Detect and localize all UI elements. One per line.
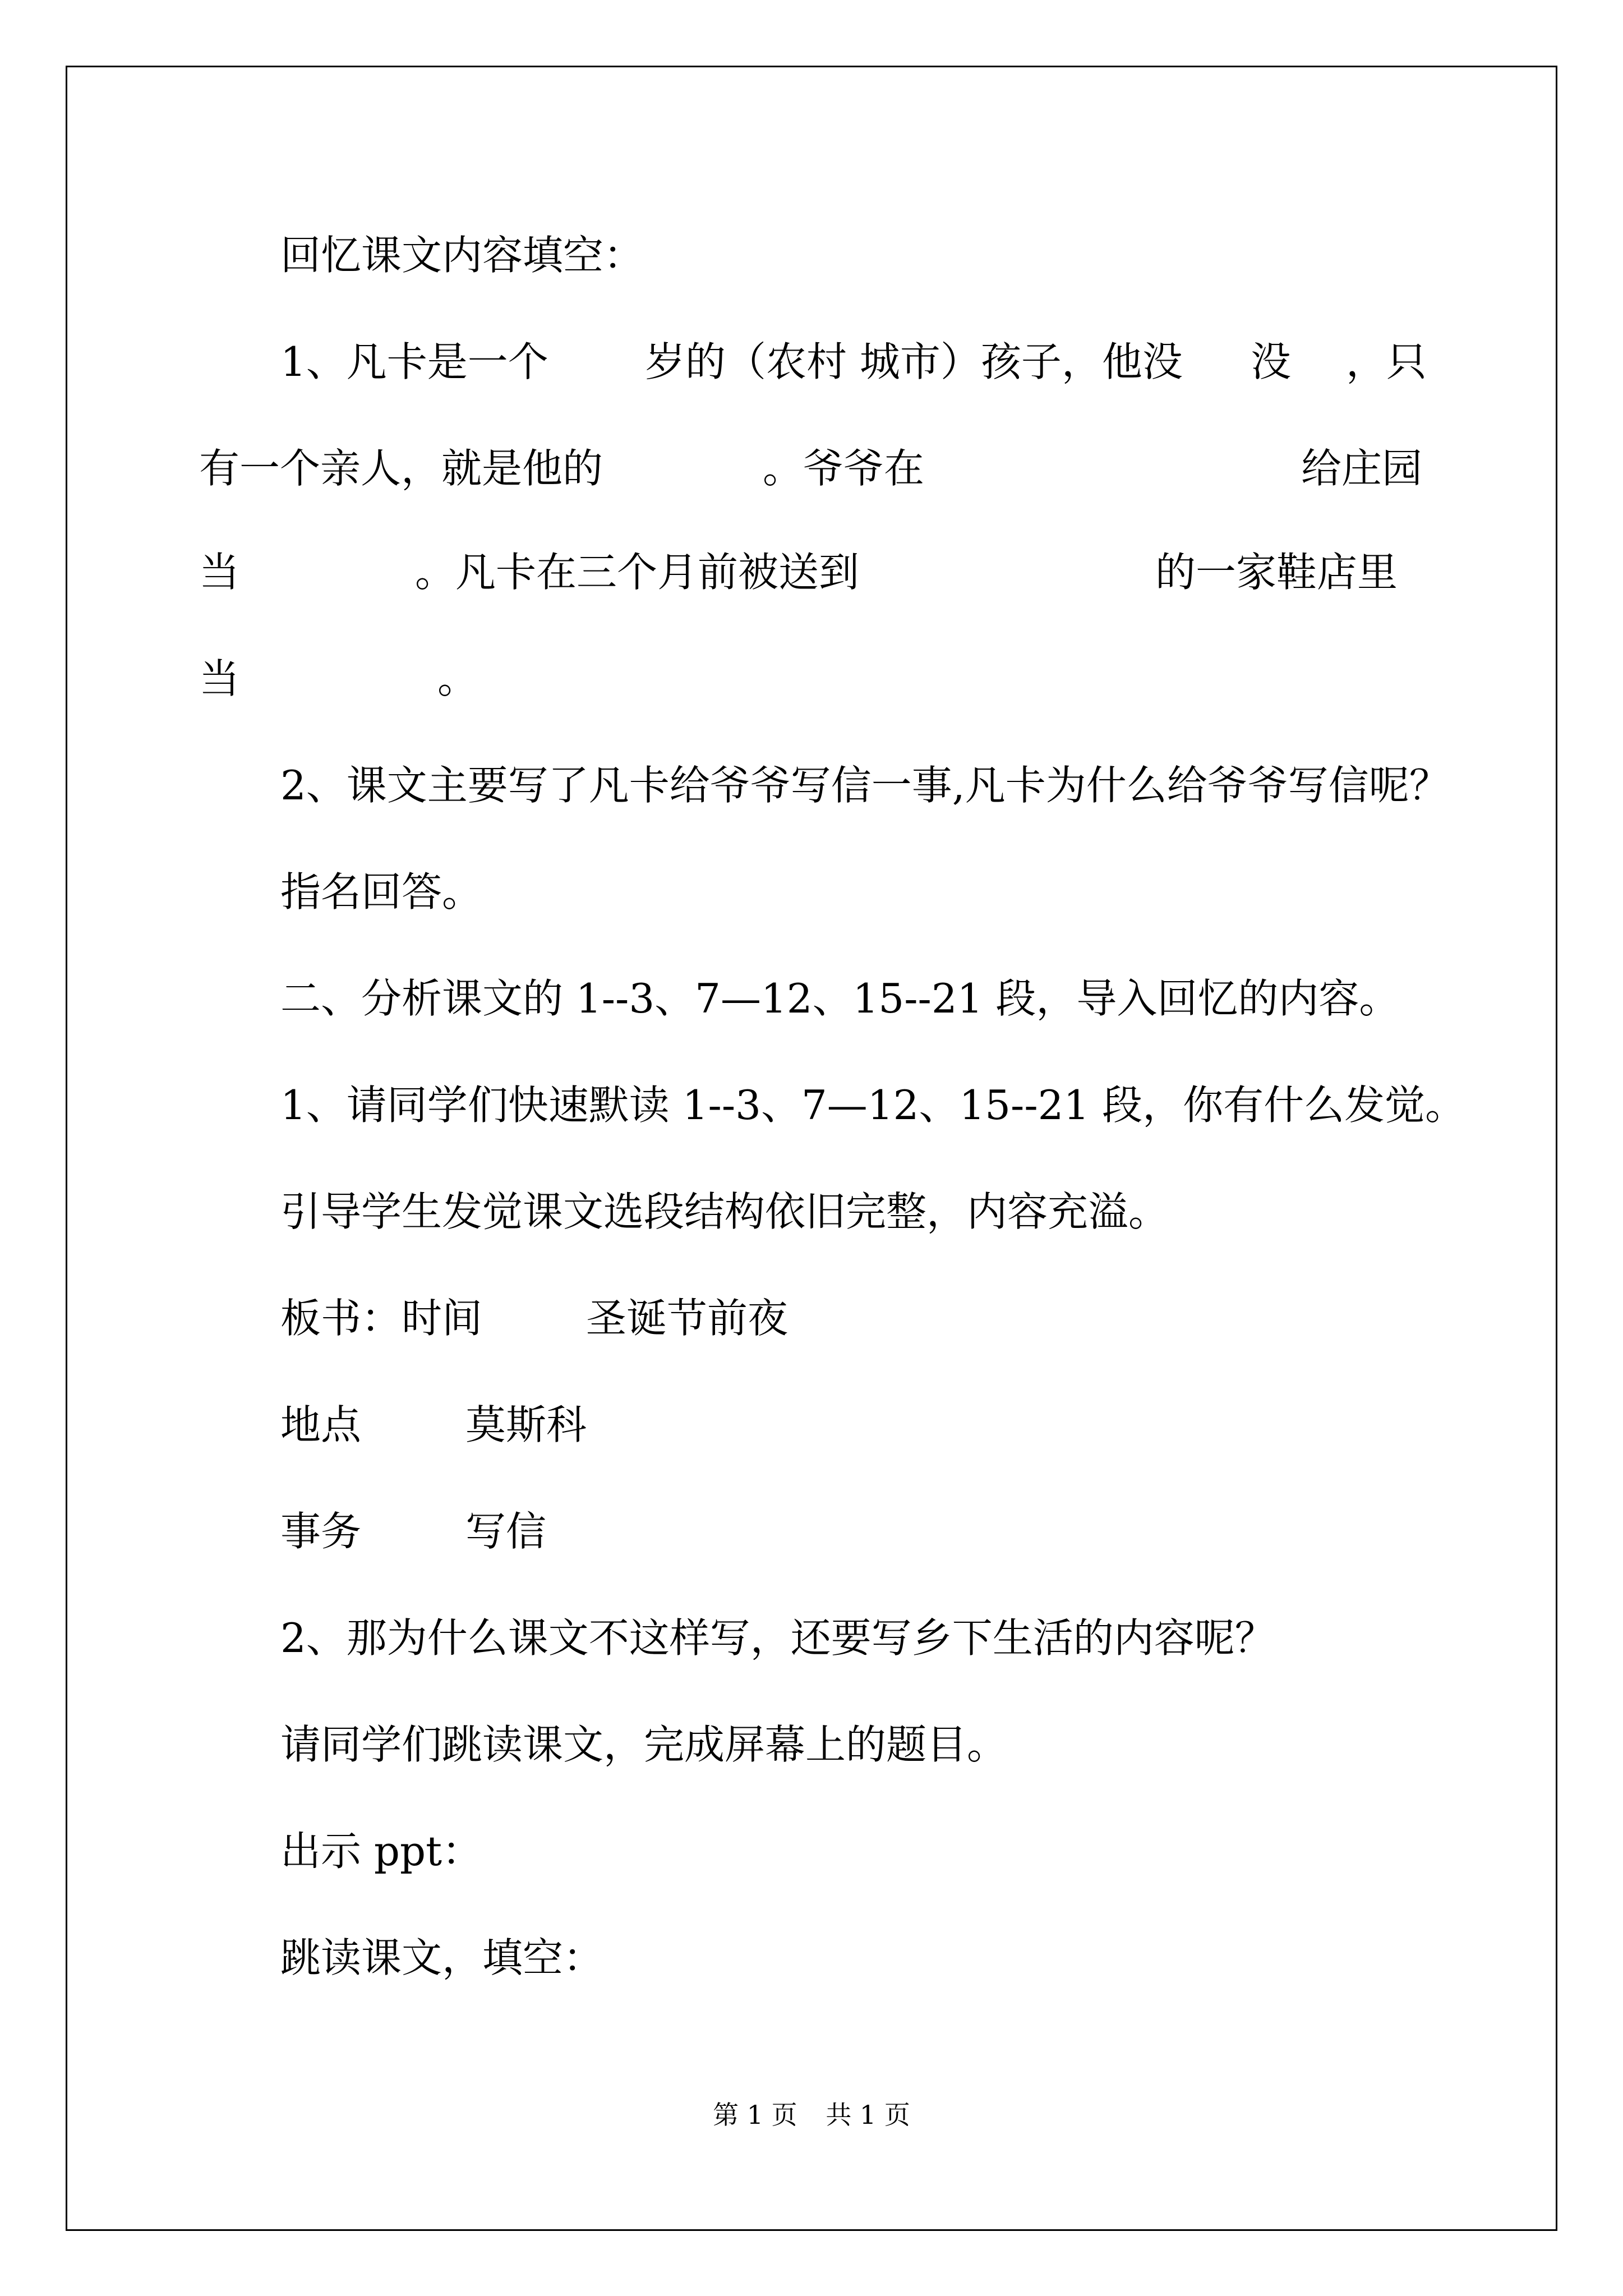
page-footer [0,2098,1623,2132]
para-section-2: 二、分析课文的 1--3、7—12、15--21 段，导入回忆的内容。 [280,975,1400,1022]
para-question-2: 2、课文主要写了凡卡给爷爷写信一事,凡卡为什么给爷爷写信呢？ [280,762,1450,809]
page-total: 共 1 页 [826,2100,910,2130]
para-fill-3c: 的一家鞋店里 [1155,549,1398,596]
board-time-label: 板书：时间 [280,1295,483,1342]
para-fill-2c: 给庄园 [1301,445,1423,492]
para-fill-3a: 当 [199,549,240,596]
para-show-ppt: 出示 ppt： [280,1828,483,1875]
para-answer: 指名回答。 [280,868,483,915]
para-skim-task: 请同学们跳读课文，完成屏幕上的题目。 [280,1721,1008,1768]
para-fill-3b: 。凡卡在三个月前被送到 [415,549,860,596]
para-question-why: 2、那为什么课文不这样写，还要写乡下生活的内容呢？ [280,1614,1275,1662]
para-fill-1d: ，只 [1346,338,1427,385]
board-time-value: 圣诞节前夜 [586,1295,789,1342]
board-place-value: 莫斯科 [465,1401,587,1448]
page-number: 第 1 页 [713,2100,797,2130]
board-event-value: 写信 [465,1508,547,1555]
para-skim-fill: 跳读课文，填空： [280,1934,604,1981]
para-fill-2a: 有一个亲人，就是他的 [199,445,603,492]
board-place-label: 地点 [280,1401,362,1448]
para-fill-1c: 没 [1251,338,1292,385]
board-event-label: 事务 [280,1508,362,1555]
para-fill-4b: 。 [437,655,478,702]
para-read-task: 1、请同学们快速默读 1--3、7—12、15--21 段，你有什么发觉。 [280,1082,1466,1129]
para-guide: 引导学生发觉课文选段结构依旧完整，内容充溢。 [280,1188,1169,1235]
page-border [66,66,1557,2231]
para-recall-heading: 回忆课文内容填空： [280,232,644,279]
para-fill-2b: 。爷爷在 [763,445,925,492]
para-fill-1b: 岁的（农村 城市）孩子，他没 [645,338,1183,385]
para-fill-1a: 1、凡卡是一个 [280,338,548,385]
para-fill-4a: 当 [199,655,240,702]
